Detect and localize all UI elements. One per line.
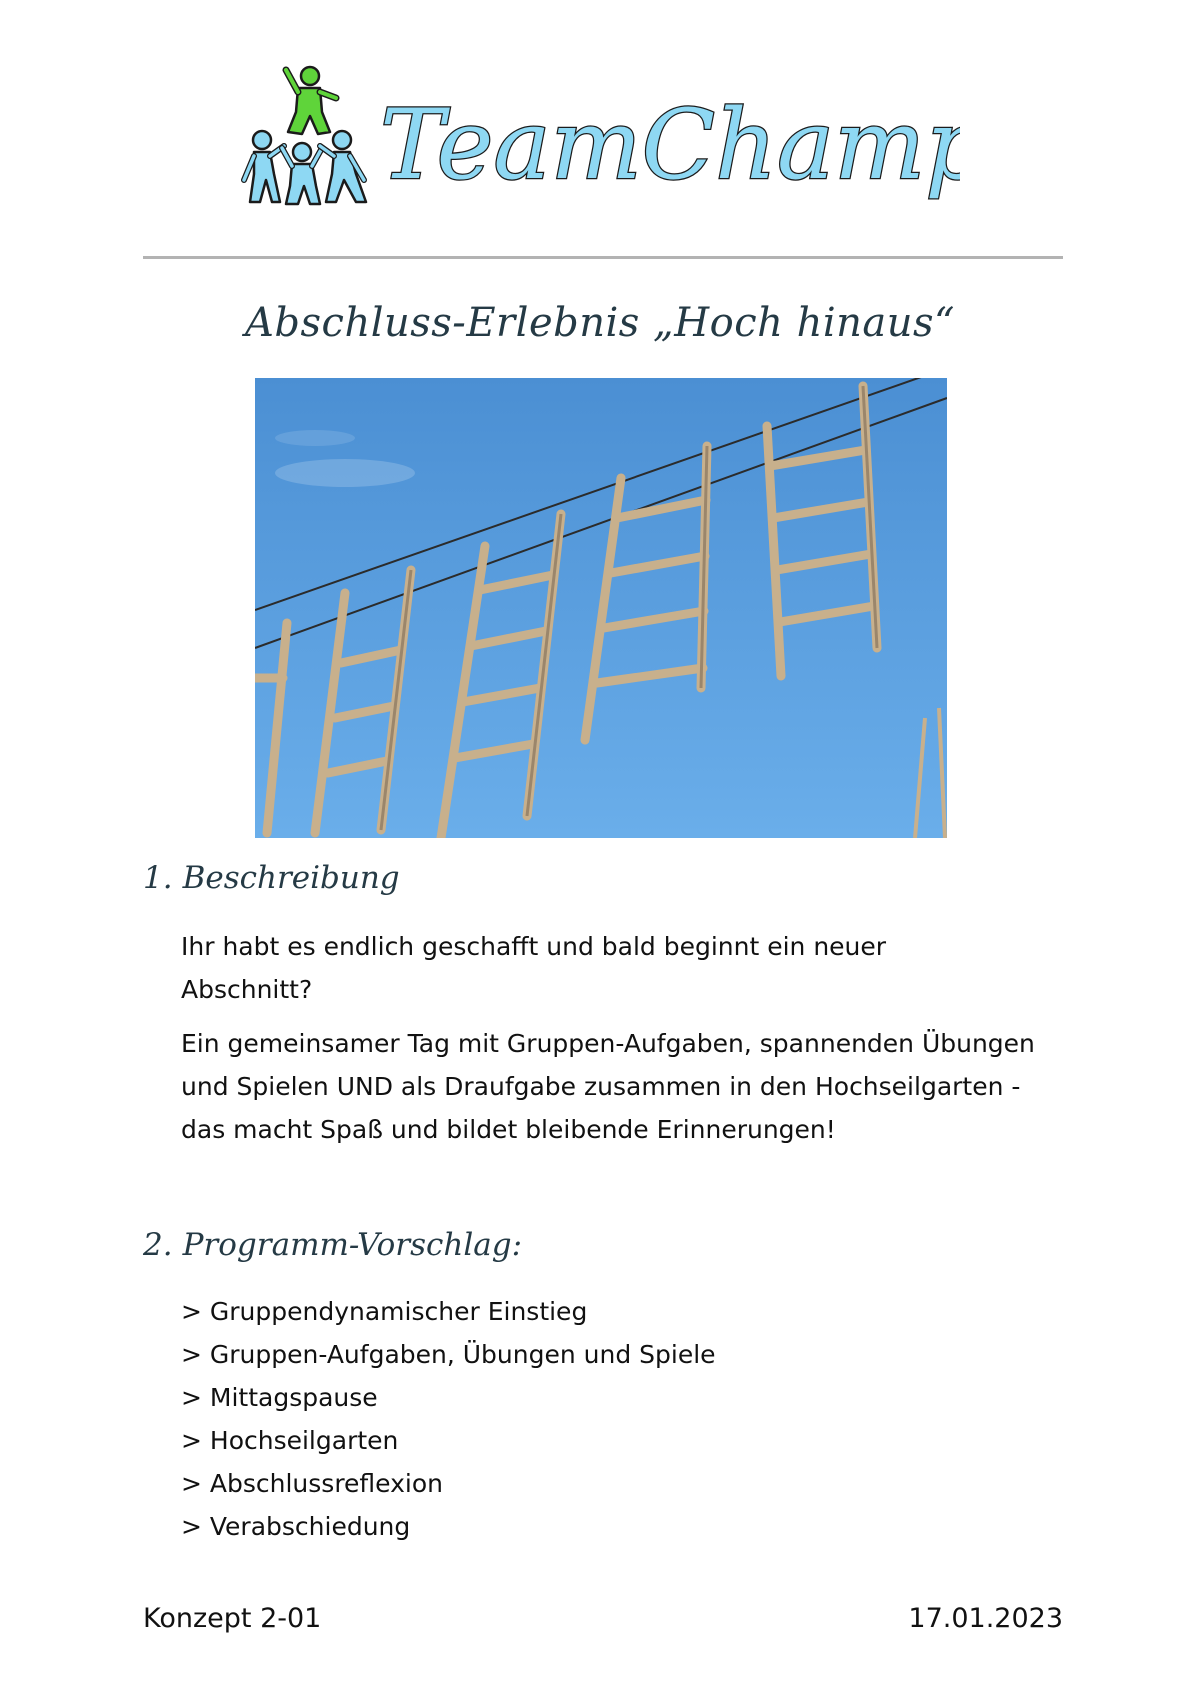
section-heading-beschreibung bbox=[143, 860, 400, 896]
list-item: > Gruppen-Aufgaben, Übungen und Spiele bbox=[181, 1340, 716, 1369]
team-figures-icon bbox=[244, 67, 366, 204]
header-divider bbox=[143, 256, 1063, 259]
section-heading-programm bbox=[143, 1227, 522, 1263]
concept-number: Konzept 2-01 bbox=[143, 1603, 322, 1634]
document-date: 17.01.2023 bbox=[908, 1603, 1063, 1634]
paragraph-description: Ein gemeinsamer Tag mit Gruppen-Aufgaben, spannenden Übungen und Spielen UND als Draufgabe zusammen in den Hochseilgarten - das macht Spaß und bildet bleibende Erinnerungen! bbox=[181, 1029, 1035, 1144]
list-item: > Hochseilgarten bbox=[181, 1426, 399, 1455]
teamchamp-logo bbox=[240, 62, 960, 222]
section-number: 1. bbox=[143, 860, 173, 896]
program-list bbox=[181, 1290, 716, 1548]
document-title: Abschluss-Erlebnis „Hoch hinaus“ bbox=[245, 300, 955, 346]
list-item: > Mittagspause bbox=[181, 1383, 378, 1412]
ladder-photo bbox=[255, 378, 947, 838]
list-item: > Abschlussreflexion bbox=[181, 1469, 443, 1498]
logo-wordmark: TeamChamp bbox=[380, 89, 960, 201]
teamchamp-logo-graphic bbox=[240, 62, 960, 222]
section-title: Beschreibung bbox=[182, 860, 400, 896]
paragraph-intro: Ihr habt es endlich geschafft und bald beginnt ein neuer Abschnitt? bbox=[181, 932, 887, 1004]
list-item: > Gruppendynamischer Einstieg bbox=[181, 1297, 588, 1326]
section-number: 2. bbox=[143, 1227, 173, 1263]
list-item: > Verabschiedung bbox=[181, 1512, 411, 1541]
section-title: Programm-Vorschlag: bbox=[182, 1227, 523, 1263]
ladders-sky-image bbox=[255, 378, 947, 838]
